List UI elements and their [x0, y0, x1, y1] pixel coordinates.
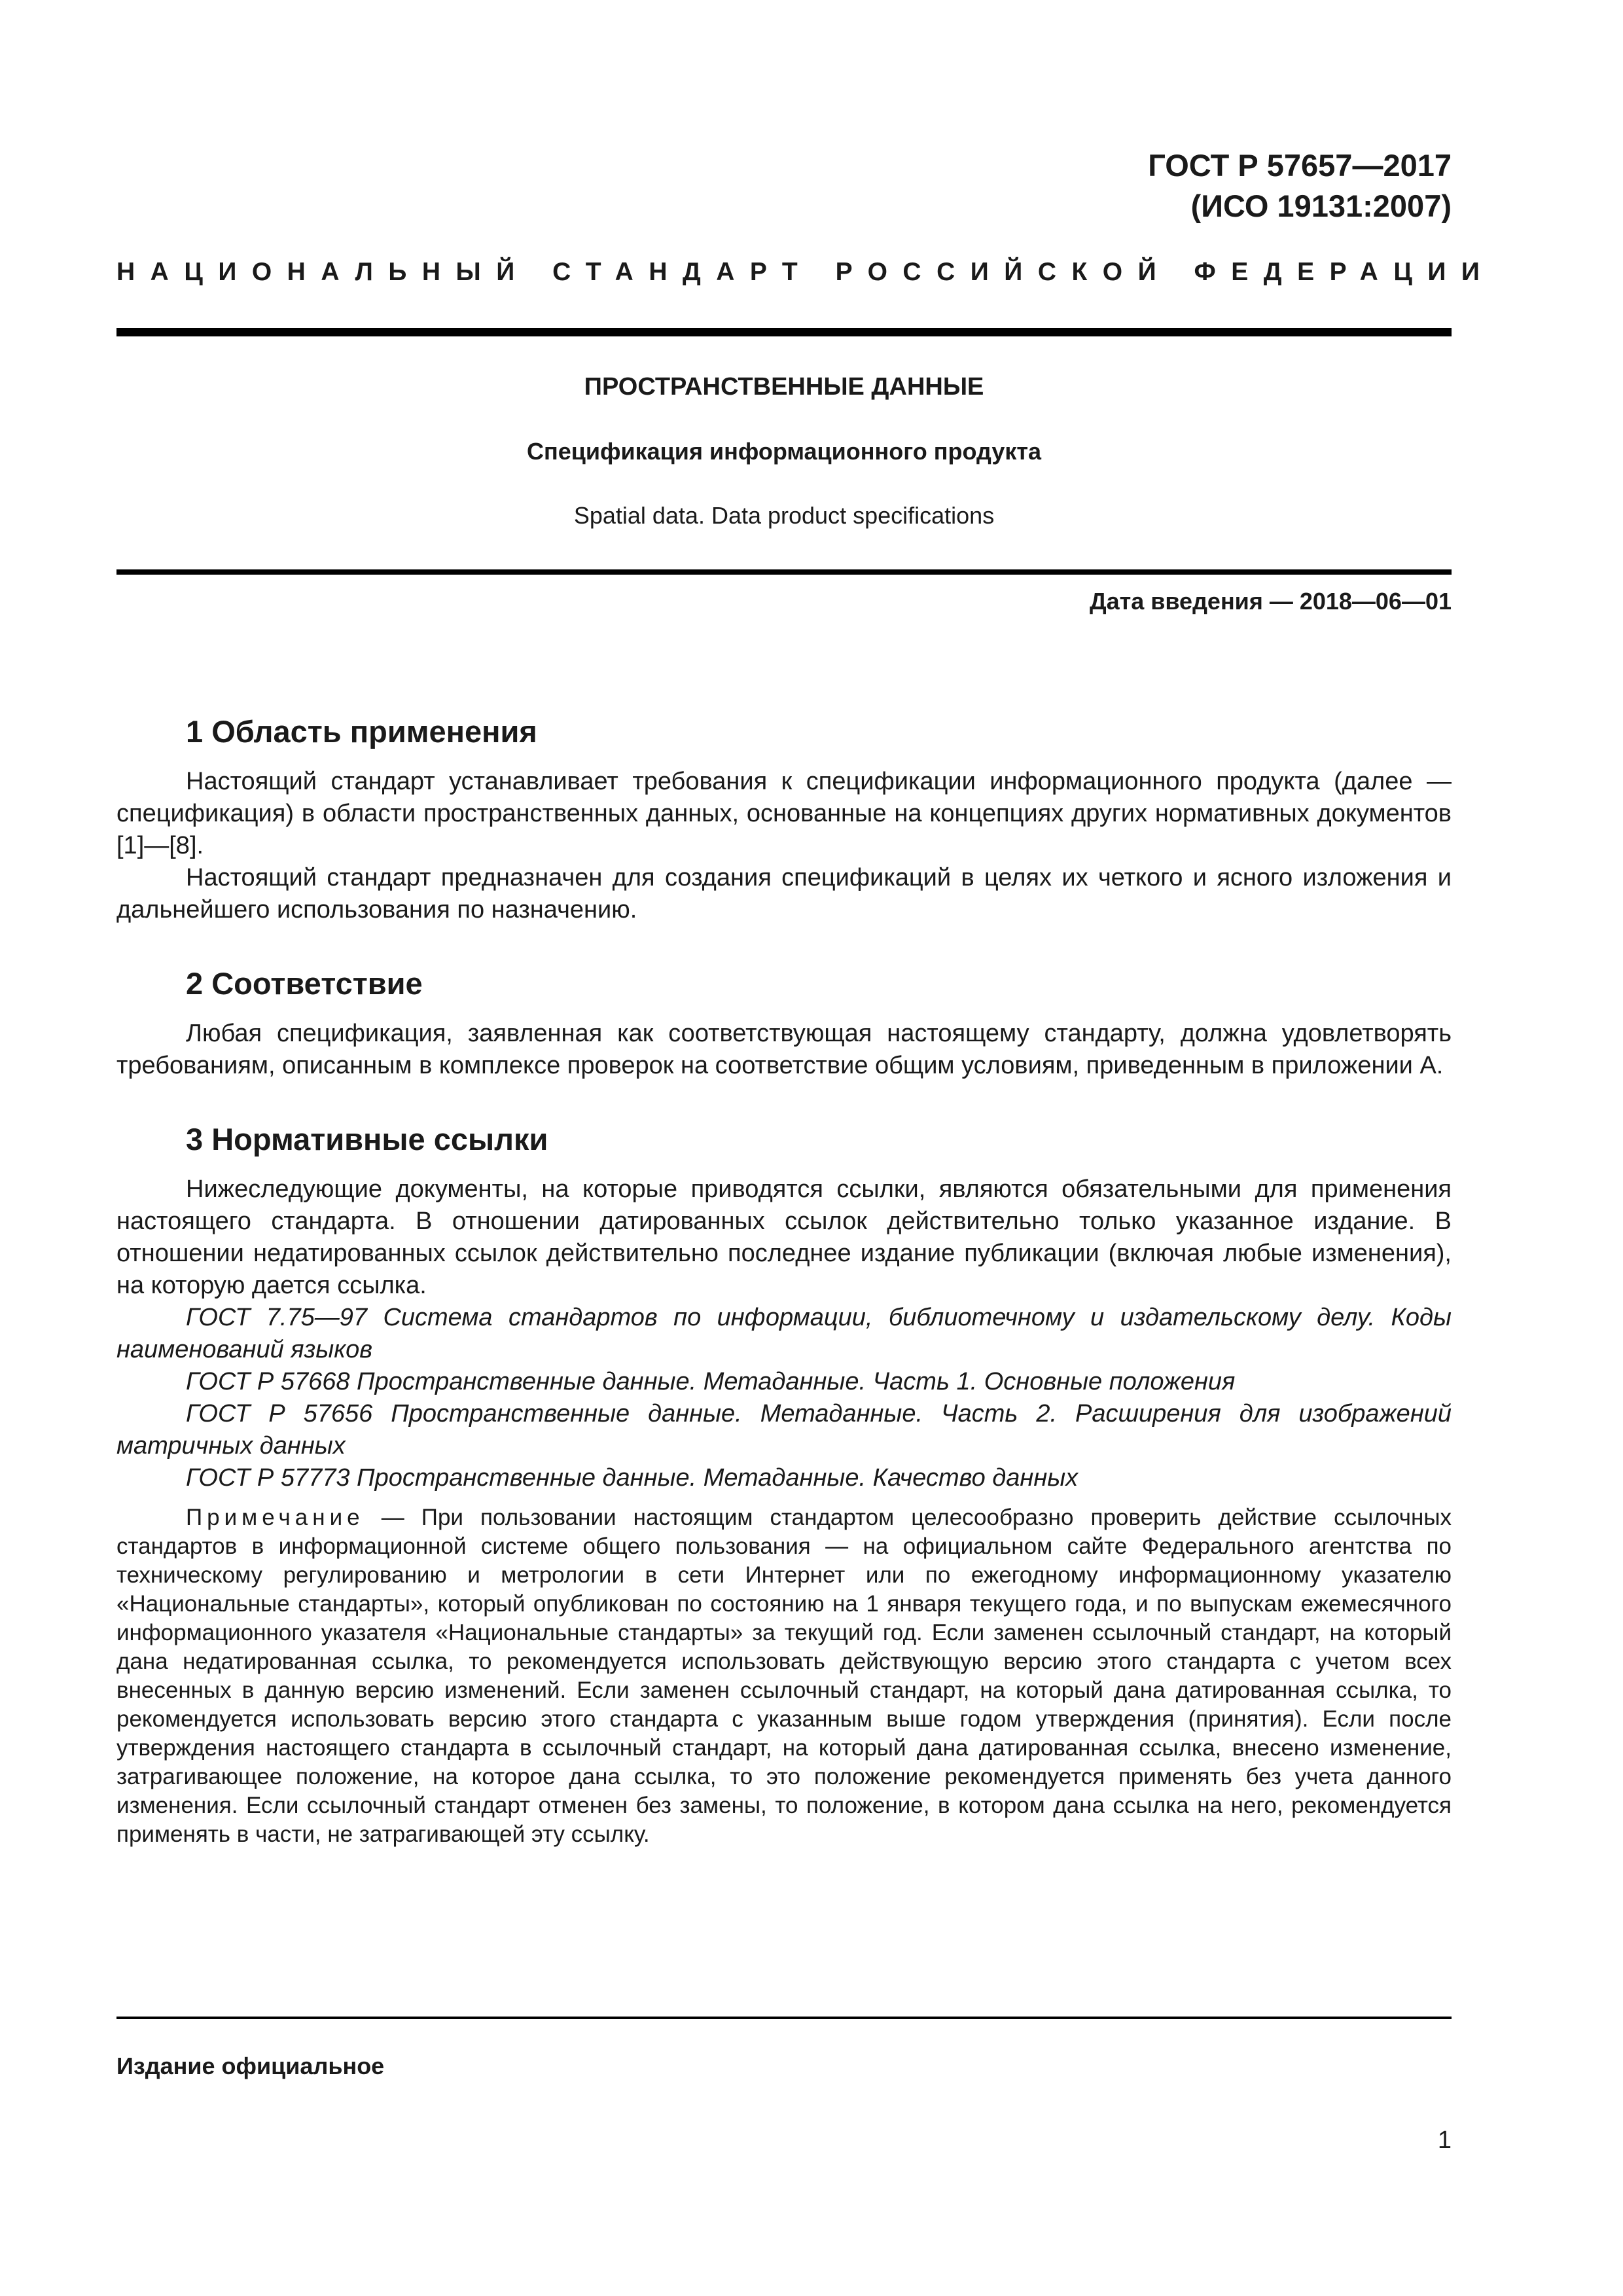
note: [116, 1503, 1452, 1849]
section-normative-references: [116, 1120, 1452, 1849]
footer-divider: [116, 2017, 1452, 2019]
iso-designation: (ИСО 19131:2007): [1190, 188, 1452, 223]
page-number: 1: [1437, 2126, 1452, 2154]
section-heading: 2 Соответствие: [186, 966, 423, 1001]
reference-item: ГОСТ 7.75—97 Система стандартов по информации, библиотечному и издательскому делу. Коды наименований языков: [116, 1304, 1452, 1363]
reference-item: ГОСТ Р 57668 Пространственные данные. Метаданные. Часть 1. Основные положения: [186, 1368, 1236, 1395]
section-heading: 1 Область применения: [186, 714, 537, 749]
paragraph: Любая спецификация, заявленная как соответствующая настоящему стандарту, должна удовлетворять требованиям, описанным в комплексе проверок на соответствие общим условиям, приведенным в приложении А.: [116, 1020, 1452, 1079]
section-scope: [116, 712, 1452, 926]
national-standard-banner: НАЦИОНАЛЬНЫЙ СТАНДАРТ РОССИЙСКОЙ ФЕДЕРАЦИИ: [116, 258, 1495, 286]
section-spacer: [116, 926, 1452, 964]
section-heading: 3 Нормативные ссылки: [186, 1122, 548, 1157]
document-subtitle: Спецификация информационного продукта: [526, 438, 1042, 465]
note-text: — При пользовании настоящим стандартом целесообразно проверить действие ссылочных стандартов в информационной системе общего пользования — на официальном сайте Федерального агентства по техническому регулированию и метрологии в сети Интернет или по ежегодному информационному указателю «Национальные стандарты», который опубликован по состоянию на 1 января текущего года, и по выпускам ежемесячного информационного указателя «Национальные стандарты» за текущий год. Если заменен ссылочный стандарт, на который дана недатированная ссылка, то рекомендуется использовать действующую версию этого стандарта с учетом всех внесенных в данную версию изменений. Если заменен ссылочный стандарт, на который дана датированная ссылка, то рекомендуется использовать версию этого стандарта с указанным выше годом утверждения (принятия). Если после утверждения настоящего стандарта в ссылочный стандарт, на который дана датированная ссылка, внесено изменение, затрагивающее положение, на которое дана ссылка, то это положение рекомендуется применять без учета данного изменения. Если ссылочный стандарт отменен без замены, то положение, в котором дана ссылка на него, рекомендуется применять в части, не затрагивающей эту ссылку.: [116, 1505, 1452, 1847]
title-divider: [116, 569, 1452, 575]
document-body: [116, 712, 1452, 1849]
paragraph: Настоящий стандарт устанавливает требования к спецификации информационного продукта (далее — спецификация) в области пространственных данных, основанные на концепциях других нормативных документов [1]—[8].: [116, 768, 1452, 859]
reference-item: ГОСТ Р 57656 Пространственные данные. Метаданные. Часть 2. Расширения для изображений матричных данных: [116, 1400, 1452, 1460]
paragraph: Нижеследующие документы, на которые приводятся ссылки, являются обязательными для применения настоящего стандарта. В отношении датированных ссылок действительно только указанное издание. В отношении недатированных ссылок действительно последнее издание публикации (включая любые изменения), на которую дается ссылка.: [116, 1175, 1452, 1299]
document-number: [1148, 145, 1452, 226]
document-title-english: Spatial data. Data product specifications: [573, 502, 995, 529]
standard-designation: ГОСТ Р 57657—2017: [1148, 148, 1452, 183]
edition-label: Издание официальное: [116, 2053, 385, 2079]
document-title: ПРОСТРАНСТВЕННЫЕ ДАННЫЕ: [584, 373, 984, 401]
section-conformance: [116, 964, 1452, 1082]
paragraph: Настоящий стандарт предназначен для создания спецификаций в целях их четкого и ясного изложения и дальнейшего использования по назначению.: [116, 864, 1452, 924]
note-label: Примечание: [186, 1505, 365, 1530]
date-of-introduction: Дата введения — 2018—06—01: [1089, 588, 1452, 615]
header-divider: [116, 328, 1452, 336]
reference-item: ГОСТ Р 57773 Пространственные данные. Метаданные. Качество данных: [186, 1464, 1079, 1492]
section-spacer: [116, 1082, 1452, 1120]
